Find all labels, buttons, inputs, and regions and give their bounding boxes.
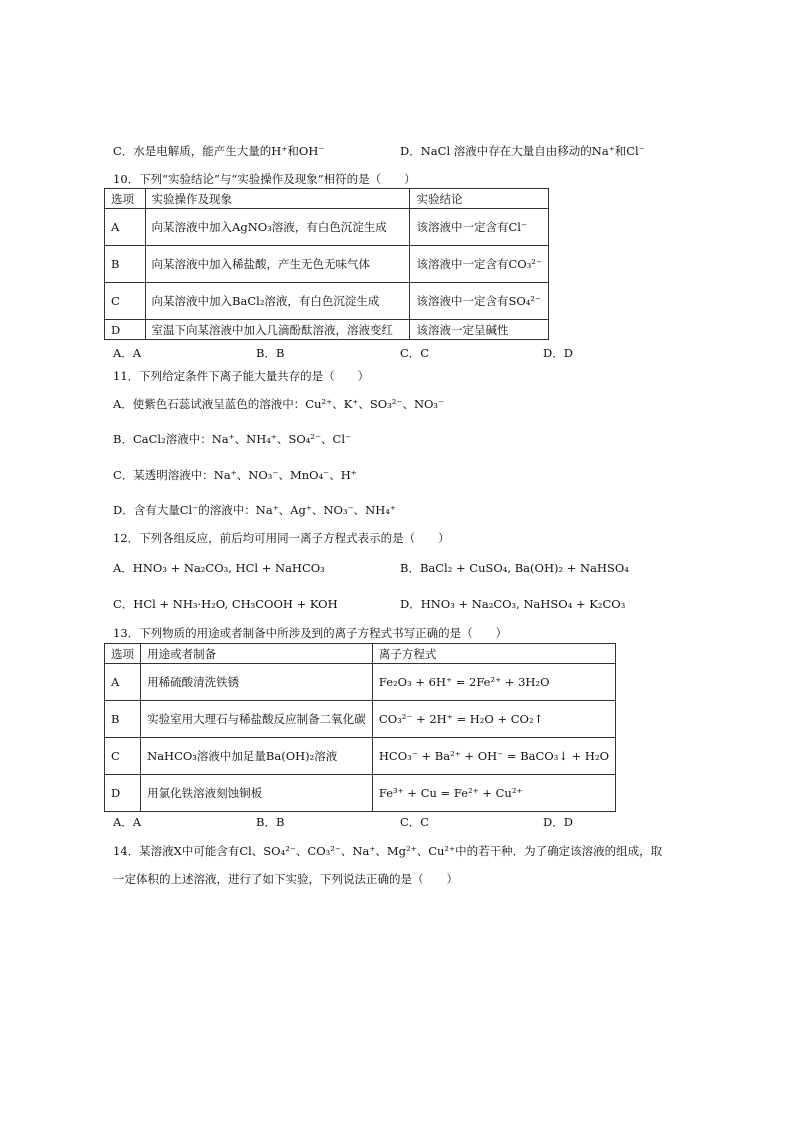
header-cell: 选项 [105, 189, 146, 209]
q11-option-d: D．含有大量Cl⁻的溶液中：Na⁺、Ag⁺、NO₃⁻、NH₄⁺ [113, 503, 396, 517]
option-cell: B [105, 246, 146, 283]
option-cell: D [105, 320, 146, 340]
option-cell: A [105, 664, 141, 701]
table-row [105, 701, 616, 738]
operation-cell: 室温下向某溶液中加入几滴酚酞溶液，溶液变红 [145, 320, 410, 340]
equation-cell: Fe³⁺ + Cu = Fe²⁺ + Cu²⁺ [372, 775, 615, 812]
equation-cell: CO₃²⁻ + 2H⁺ = H₂O + CO₂↑ [372, 701, 615, 738]
conclusion-cell: 该溶液中一定含有SO₄²⁻ [410, 283, 549, 320]
header-cell: 实验结论 [410, 189, 549, 209]
q14-line-2: 一定体积的上述溶液，进行了如下实验，下列说法正确的是（ ） [113, 872, 458, 886]
q10-choice-d: D．D [543, 346, 573, 360]
q10-choice-a: A．A [113, 346, 142, 360]
header-cell: 用途或者制备 [141, 644, 373, 664]
table-row [105, 738, 616, 775]
use-cell: 用氯化铁溶液刻蚀铜板 [141, 775, 373, 812]
q12-option-c: C．HCl + NH₃·H₂O, CH₃COOH + KOH [113, 597, 338, 611]
q14-line-1: 14．某溶液X中可能含有Cl、SO₄²⁻、CO₃²⁻、Na⁺、Mg²⁺、Cu²⁺中的若干种．为了确定该溶液的组成，取 [113, 844, 663, 858]
table-row [105, 775, 616, 812]
operation-cell: 向某溶液中加入AgNO₃溶液，有白色沉淀生成 [145, 209, 410, 246]
q13-table [104, 643, 616, 812]
q9-option-d: D．NaCl 溶液中存在大量自由移动的Na⁺和Cl⁻ [400, 144, 645, 158]
q11-option-b: B．CaCl₂溶液中：Na⁺、NH₄⁺、SO₄²⁻、Cl⁻ [113, 432, 352, 446]
conclusion-cell: 该溶液中一定含有CO₃²⁻ [410, 246, 549, 283]
q13-choice-c: C．C [400, 815, 430, 829]
table-header-row [105, 644, 616, 664]
table-row [105, 246, 549, 283]
use-cell: 用稀硫酸清洗铁锈 [141, 664, 373, 701]
q9-option-c: C．水是电解质，能产生大量的H⁺和OH⁻ [113, 144, 325, 158]
equation-cell: HCO₃⁻ + Ba²⁺ + OH⁻ = BaCO₃↓ + H₂O [372, 738, 615, 775]
option-cell: C [105, 738, 141, 775]
header-cell: 实验操作及现象 [145, 189, 410, 209]
q13-stem: 13．下列物质的用途或者制备中所涉及到的离子方程式书写正确的是（ ） [113, 626, 508, 640]
q10-choice-b: B．B [256, 346, 285, 360]
use-cell: 实验室用大理石与稀盐酸反应制备二氧化碳 [141, 701, 373, 738]
q13-choice-b: B．B [256, 815, 285, 829]
q12-option-b: B．BaCl₂ + CuSO₄, Ba(OH)₂ + NaHSO₄ [400, 561, 629, 575]
q12-option-d: D．HNO₃ + Na₂CO₃, NaHSO₄ + K₂CO₃ [400, 597, 626, 611]
equation-cell: Fe₂O₃ + 6H⁺ = 2Fe²⁺ + 3H₂O [372, 664, 615, 701]
q11-stem: 11．下列给定条件下离子能大量共存的是（ ） [113, 369, 370, 383]
q11-option-c: C．某透明溶液中：Na⁺、NO₃⁻、MnO₄⁻、H⁺ [113, 468, 357, 482]
q12-stem: 12．下列各组反应，前后均可用同一离子方程式表示的是（ ） [113, 531, 450, 545]
option-cell: C [105, 283, 146, 320]
q11-option-a: A．使紫色石蕊试液呈蓝色的溶液中：Cu²⁺、K⁺、SO₃²⁻、NO₃⁻ [113, 397, 445, 411]
q10-table [104, 188, 549, 340]
table-row [105, 209, 549, 246]
use-cell: NaHCO₃溶液中加足量Ba(OH)₂溶液 [141, 738, 373, 775]
table-row [105, 664, 616, 701]
q12-option-a: A．HNO₃ + Na₂CO₃, HCl + NaHCO₃ [113, 561, 325, 575]
option-cell: D [105, 775, 141, 812]
table-header-row [105, 189, 549, 209]
option-cell: B [105, 701, 141, 738]
operation-cell: 向某溶液中加入稀盐酸，产生无色无味气体 [145, 246, 410, 283]
conclusion-cell: 该溶液中一定含有Cl⁻ [410, 209, 549, 246]
header-cell: 选项 [105, 644, 141, 664]
q13-choice-a: A．A [113, 815, 142, 829]
operation-cell: 向某溶液中加入BaCl₂溶液，有白色沉淀生成 [145, 283, 410, 320]
q10-choice-c: C．C [400, 346, 430, 360]
table-row [105, 320, 549, 340]
header-cell: 离子方程式 [372, 644, 615, 664]
conclusion-cell: 该溶液一定呈碱性 [410, 320, 549, 340]
q13-choice-d: D．D [543, 815, 573, 829]
table-row [105, 283, 549, 320]
option-cell: A [105, 209, 146, 246]
q10-stem: 10．下列“实验结论”与“实验操作及现象”相符的是（ ） [113, 172, 416, 186]
